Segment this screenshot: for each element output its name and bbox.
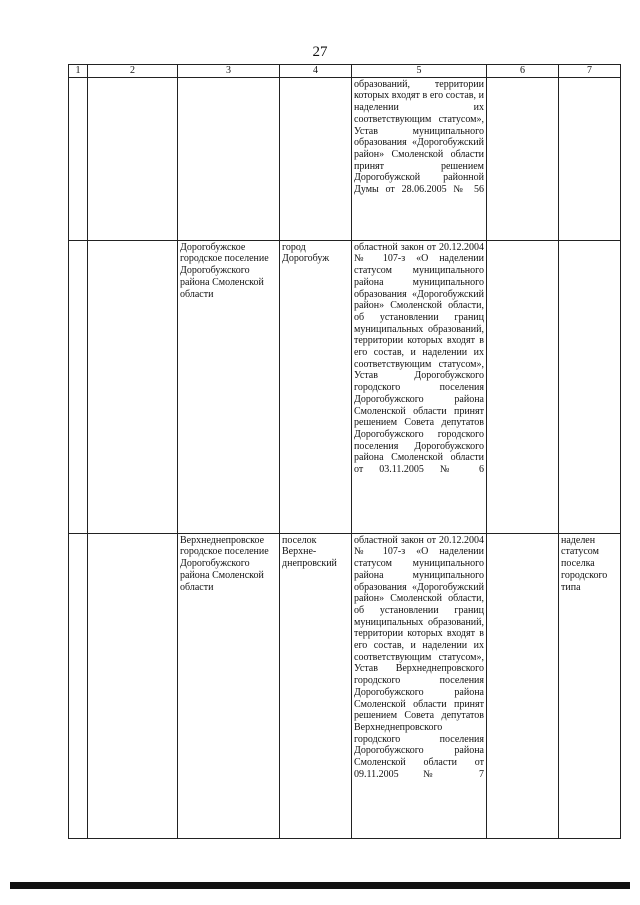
header-row (69, 65, 621, 78)
page-number: 27 (312, 44, 328, 60)
scan-edge-bar (10, 882, 630, 889)
cell-col2 (88, 240, 178, 533)
cell-col7 (559, 77, 621, 240)
cell-legal-basis: областной закон от 20.12.2004 № 107-з «О наделении статусом муниципального района муниципального образования «Дорогобужский район» Смоленской области, об установлении границ муниципальных образований, территории которых входят в его состав, и наделении их соответствующим статусом», Устав Дорогобужского городского поселения Дорогобужского района Смоленской области принят решением Совета депутатов Дорогобужского городского поселения Дорогобужского района Смоленской области от 03.11.2005 № 6 (352, 240, 487, 533)
cell-col2 (88, 533, 178, 838)
municipal-formations-table (68, 64, 621, 839)
cell-settlement-name: Дорогобужское городское поселение Дорогобужского района Смоленской области (178, 240, 280, 533)
column-header-4: 4 (280, 65, 352, 78)
cell-col1 (69, 533, 88, 838)
column-header-3: 3 (178, 65, 280, 78)
column-header-5: 5 (352, 65, 487, 78)
table-row (69, 533, 621, 838)
cell-col6 (487, 77, 559, 240)
column-header-1: 1 (69, 65, 88, 78)
cell-col2 (88, 77, 178, 240)
cell-col6 (487, 533, 559, 838)
cell-col1 (69, 240, 88, 533)
cell-col1 (69, 77, 88, 240)
cell-settlement-name: Верхнеднепровское городское поселение Дорогобужского района Смоленской области (178, 533, 280, 838)
column-header-2: 2 (88, 65, 178, 78)
cell-center (280, 77, 352, 240)
table-row (69, 77, 621, 240)
cell-settlement-name (178, 77, 280, 240)
cell-center: поселок Верхне-днепровский (280, 533, 352, 838)
table-row (69, 240, 621, 533)
cell-legal-basis: областной закон от 20.12.2004 № 107-з «О наделении статусом муниципального района муниципального образования «Дорогобужский район» Смоленской области, об установлении границ муниципальных образований, территории которых входят в его состав, и наделении их соответствующим статусом», Устав Верхнеднепровского городского поселения Дорогобужского района Смоленской области принят решением Совета депутатов Верхнеднепровского городского поселения Дорогобужского района Смоленской области от 09.11.2005 № 7 (352, 533, 487, 838)
cell-legal-basis: образований, территории которых входят в его состав, и наделении их соответствующим статусом», Устав муниципального образования «Дорогобужский район» Смоленской области принят решением Дорогобужской районной Думы от 28.06.2005 № 56 (352, 77, 487, 240)
cell-col7 (559, 240, 621, 533)
cell-center: город Дорогобуж (280, 240, 352, 533)
column-header-7: 7 (559, 65, 621, 78)
column-header-6: 6 (487, 65, 559, 78)
cell-col6 (487, 240, 559, 533)
cell-status-note: наделен статусом поселка городского типа (559, 533, 621, 838)
